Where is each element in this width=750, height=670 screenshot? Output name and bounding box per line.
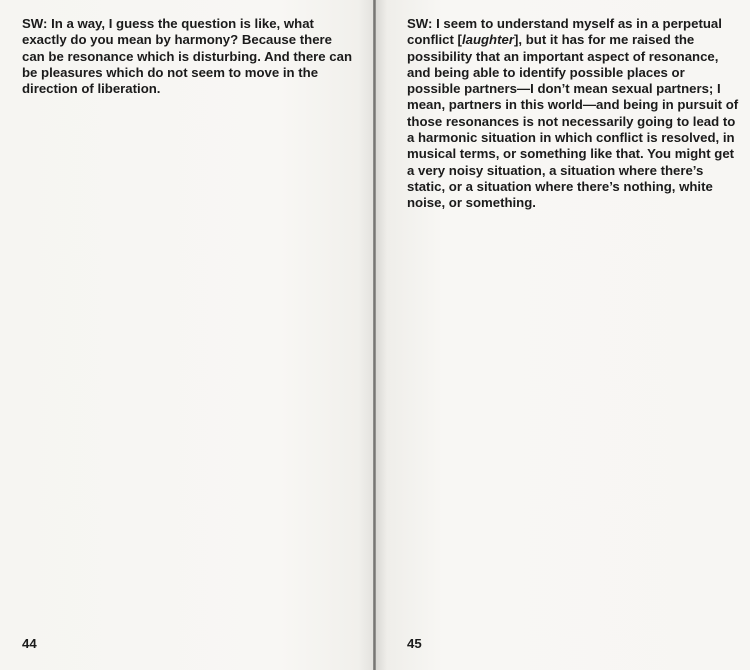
paragraph-text-start: I seem to understand myself as in a perpetual conflict [ <box>407 16 722 48</box>
page-number: 44 <box>22 636 37 651</box>
left-page <box>0 0 373 670</box>
stage-direction: laughter <box>461 32 514 48</box>
speaker-label: SW: <box>22 16 48 31</box>
paragraph-text-end: ], but it has for me raised the possibility that an important aspect of resonance, and being able to identify possible places or possible partners—I don’t mean sexual partners; I mean, partners in this world—and being in pursuit of those resonances is not necessarily going to lead to a harmonic situation in which conflict is resolved, in musical terms, or something like that. You might get a very noisy situation, a situation where there’s static, or a situation where there’s nothing, white noise, or something. <box>407 32 739 211</box>
left-page-paragraph <box>22 16 352 97</box>
paragraph-text: In a way, I guess the question is like, what exactly do you mean by harmony? Because there can be resonance which is disturbing. And there can be pleasures which do not seem to move in the direction of liberation. <box>22 16 353 97</box>
page-number: 45 <box>407 636 422 651</box>
speaker-label: SW: <box>407 16 433 31</box>
right-page <box>376 0 750 670</box>
right-page-paragraph <box>407 16 739 212</box>
